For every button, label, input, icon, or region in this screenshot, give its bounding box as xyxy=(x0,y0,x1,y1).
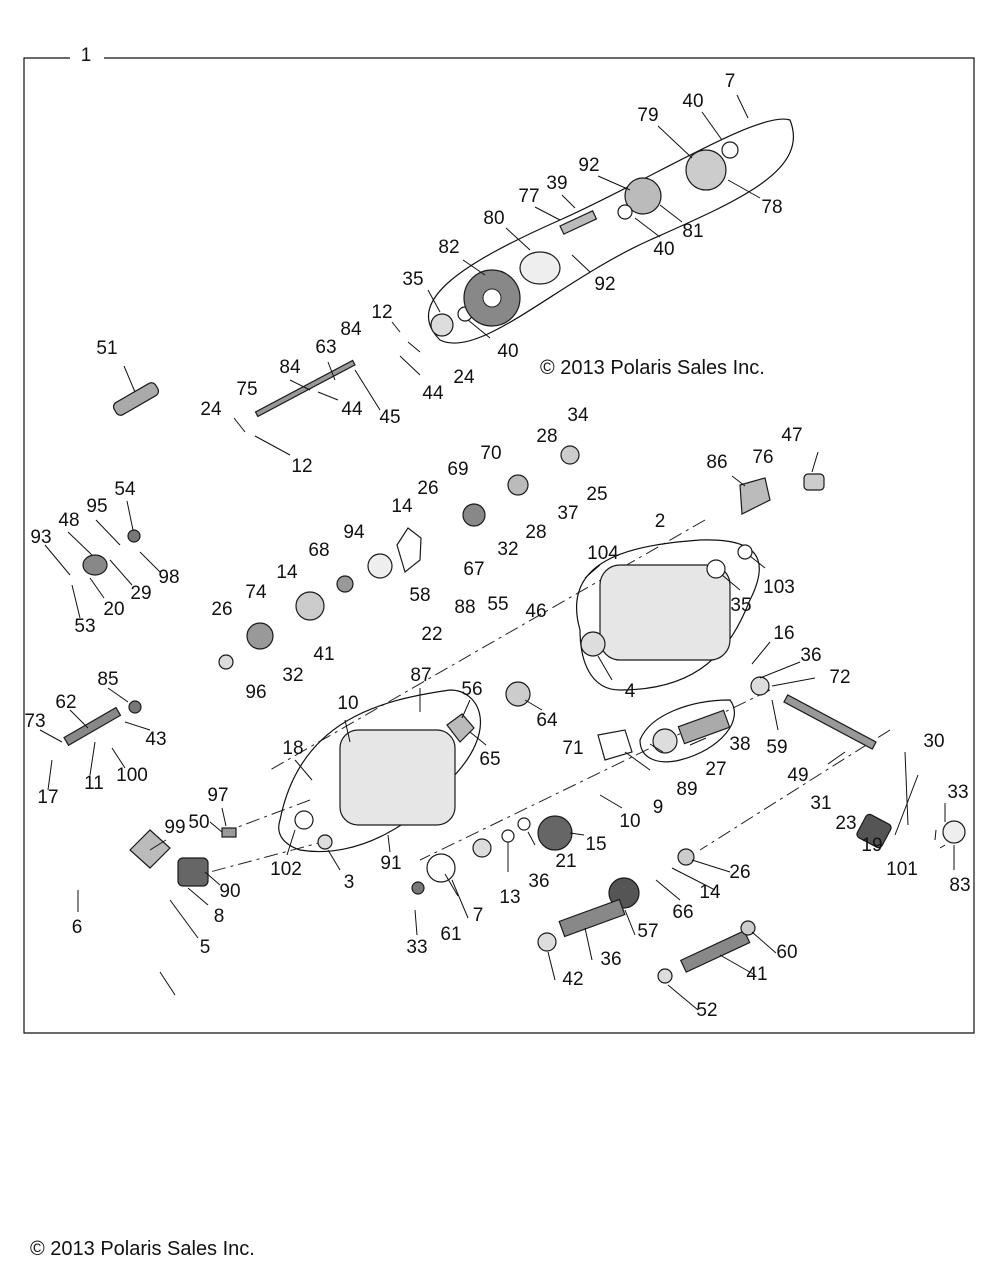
washer-101 xyxy=(943,821,965,843)
gasket-89 xyxy=(598,730,632,760)
callout: 17 xyxy=(37,787,59,809)
callout: 58 xyxy=(409,585,431,607)
callout: 33 xyxy=(406,937,428,959)
callout: 8 xyxy=(213,906,225,928)
actuator-50 xyxy=(178,858,208,886)
callout: 35 xyxy=(402,269,424,291)
callout: 67 xyxy=(463,559,485,581)
callout: 10 xyxy=(619,811,641,833)
callout: 31 xyxy=(810,793,832,815)
callout: 40 xyxy=(497,341,519,363)
seal-104 xyxy=(738,545,752,559)
callout: 14 xyxy=(276,562,298,584)
callout: 48 xyxy=(58,510,80,532)
shaft-85 xyxy=(64,708,120,746)
callout: 35 xyxy=(730,595,752,617)
callout: 15 xyxy=(585,834,607,856)
callout: 79 xyxy=(637,105,659,127)
callout: 44 xyxy=(422,383,444,405)
callout: 39 xyxy=(546,173,568,195)
seal-65 xyxy=(506,682,530,706)
callout: 64 xyxy=(536,710,558,732)
callout: 7 xyxy=(472,905,484,927)
callout: 6 xyxy=(71,917,83,939)
callout: 51 xyxy=(96,338,118,360)
callout: 99 xyxy=(164,817,186,839)
callout: 86 xyxy=(706,452,728,474)
bearing-36-right xyxy=(751,677,769,695)
bearing-36-mid xyxy=(473,839,491,857)
seal-40-top xyxy=(722,142,738,158)
bearing-34 xyxy=(561,446,579,464)
bearing-41-low xyxy=(658,969,672,983)
callout: 38 xyxy=(729,734,751,756)
callout: 2 xyxy=(654,511,666,533)
gear-71 xyxy=(538,816,572,850)
callout: 19 xyxy=(861,835,883,857)
bearing-41-left xyxy=(219,655,233,669)
callout: 26 xyxy=(211,599,233,621)
part-96 xyxy=(804,474,824,490)
shaft-58 xyxy=(337,576,353,592)
callout: 88 xyxy=(454,597,476,619)
callout: 16 xyxy=(773,623,795,645)
seal-102 xyxy=(318,835,332,849)
callout: 40 xyxy=(653,239,675,261)
callout: 65 xyxy=(479,749,501,771)
callout: 98 xyxy=(158,567,180,589)
bearing-35-upper xyxy=(431,314,453,336)
washer-61 xyxy=(427,854,455,882)
seal-40-mid xyxy=(618,205,632,219)
callout: 36 xyxy=(600,949,622,971)
callout: 33 xyxy=(947,782,969,804)
callout: 54 xyxy=(114,479,136,501)
callout: 73 xyxy=(24,711,46,733)
part-97 xyxy=(222,828,236,837)
callout: 42 xyxy=(562,969,584,991)
callout: 46 xyxy=(525,601,547,623)
parts xyxy=(64,142,965,986)
callout: 24 xyxy=(200,399,222,421)
callout: 12 xyxy=(291,456,313,478)
inner-copyright: © 2013 Polaris Sales Inc. xyxy=(540,357,765,379)
callout: 92 xyxy=(594,274,616,296)
callout: 36 xyxy=(528,871,550,893)
seal-21 xyxy=(502,830,514,842)
bearing-36-low xyxy=(538,933,556,951)
callout: 26 xyxy=(729,862,751,884)
callout: 56 xyxy=(461,679,483,701)
callout: 82 xyxy=(438,237,460,259)
callout: 45 xyxy=(379,407,401,429)
seal-18 xyxy=(295,811,313,829)
callout: 74 xyxy=(245,582,267,604)
callout: 81 xyxy=(682,221,704,243)
callout: 23 xyxy=(835,813,857,835)
part-13 xyxy=(412,882,424,894)
gear-74 xyxy=(247,623,273,649)
callouts xyxy=(24,71,970,1021)
callout: 9 xyxy=(652,797,664,819)
callout: 77 xyxy=(518,186,540,208)
callout: 70 xyxy=(480,443,502,465)
callout: 76 xyxy=(752,447,774,469)
callout: 53 xyxy=(74,616,96,638)
callout: 40 xyxy=(682,91,704,113)
callout: 27 xyxy=(705,759,727,781)
part-52 xyxy=(128,530,140,542)
bracket-76 xyxy=(740,478,770,514)
callout: 55 xyxy=(487,594,509,616)
gear-67 xyxy=(368,554,392,578)
gear-68 xyxy=(296,592,324,620)
callout: 37 xyxy=(557,503,579,525)
callout: 52 xyxy=(696,1000,718,1022)
callout: 12 xyxy=(371,302,393,324)
callout: 60 xyxy=(776,942,798,964)
callout: 71 xyxy=(562,738,584,760)
part-53 xyxy=(129,701,141,713)
callout: 32 xyxy=(497,539,519,561)
callout: 94 xyxy=(343,522,365,544)
callout: 83 xyxy=(949,875,971,897)
callout: 75 xyxy=(236,379,258,401)
callout: 28 xyxy=(536,426,558,448)
callout: 84 xyxy=(279,357,301,379)
callout: 22 xyxy=(421,624,443,646)
lever-95 xyxy=(83,555,107,575)
callout: 61 xyxy=(440,924,462,946)
callout: 95 xyxy=(86,496,108,518)
callout: 30 xyxy=(923,731,945,753)
bearing-38 xyxy=(653,729,677,753)
seal-15 xyxy=(518,818,530,830)
bearing-33-low xyxy=(678,849,694,865)
callout: 28 xyxy=(525,522,547,544)
carrier-80 xyxy=(520,252,560,284)
callout: 20 xyxy=(103,599,125,621)
callout: 80 xyxy=(483,208,505,230)
callout: 25 xyxy=(586,484,608,506)
footer-copyright: © 2013 Polaris Sales Inc. xyxy=(30,1238,255,1260)
callout: 5 xyxy=(199,937,211,959)
callout: 34 xyxy=(567,405,589,427)
housing-87 xyxy=(340,730,455,825)
callout: 57 xyxy=(637,921,659,943)
callout: 14 xyxy=(699,882,721,904)
shaft-59 xyxy=(784,695,876,749)
title-number: 1 xyxy=(80,45,92,67)
callout: 78 xyxy=(761,197,783,219)
callout: 41 xyxy=(746,964,768,986)
callout: 93 xyxy=(30,527,52,549)
callout: 49 xyxy=(787,765,809,787)
callout: 101 xyxy=(886,859,918,881)
callout: 3 xyxy=(343,872,355,894)
callout: 84 xyxy=(340,319,362,341)
housing-79 xyxy=(686,150,726,190)
callout: 100 xyxy=(116,765,148,787)
callout: 97 xyxy=(207,785,229,807)
callout: 66 xyxy=(672,902,694,924)
gasket-94 xyxy=(397,528,421,572)
housing-86 xyxy=(600,565,730,660)
callout: 104 xyxy=(587,543,619,565)
callout: 43 xyxy=(145,729,167,751)
callout: 85 xyxy=(97,669,119,691)
callout: 10 xyxy=(337,693,359,715)
callout: 92 xyxy=(578,155,600,177)
callout: 24 xyxy=(453,367,475,389)
callout: 21 xyxy=(555,851,577,873)
callout: 87 xyxy=(410,665,432,687)
callout: 7 xyxy=(724,71,736,93)
callout: 102 xyxy=(270,859,302,881)
callout: 68 xyxy=(308,540,330,562)
callout: 69 xyxy=(447,459,469,481)
callout: 91 xyxy=(380,853,402,875)
shift-rail-75 xyxy=(255,360,354,416)
callout: 62 xyxy=(55,692,77,714)
callout: 36 xyxy=(800,645,822,667)
gear-69 xyxy=(463,504,485,526)
bearing-35-right xyxy=(581,632,605,656)
callout: 13 xyxy=(499,887,521,909)
callout: 4 xyxy=(624,681,636,703)
callout: 29 xyxy=(130,583,152,605)
callout: 47 xyxy=(781,425,803,447)
callout: 26 xyxy=(417,478,439,500)
shaft-39 xyxy=(560,211,596,234)
callout: 50 xyxy=(188,812,210,834)
callout: 32 xyxy=(282,665,304,687)
callout: 63 xyxy=(315,337,337,359)
callout: 96 xyxy=(245,682,267,704)
sensor-51 xyxy=(112,381,161,417)
callout: 14 xyxy=(391,496,413,518)
callout: 90 xyxy=(219,881,241,903)
gear-70 xyxy=(508,475,528,495)
shaft-57 xyxy=(559,900,625,937)
callout: 59 xyxy=(766,737,788,759)
callout: 103 xyxy=(763,577,795,599)
callout: 41 xyxy=(313,644,335,666)
callout: 11 xyxy=(84,773,104,795)
callout: 44 xyxy=(341,399,363,421)
callout: 72 xyxy=(829,667,851,689)
callout: 89 xyxy=(676,779,698,801)
callout: 18 xyxy=(282,738,304,760)
